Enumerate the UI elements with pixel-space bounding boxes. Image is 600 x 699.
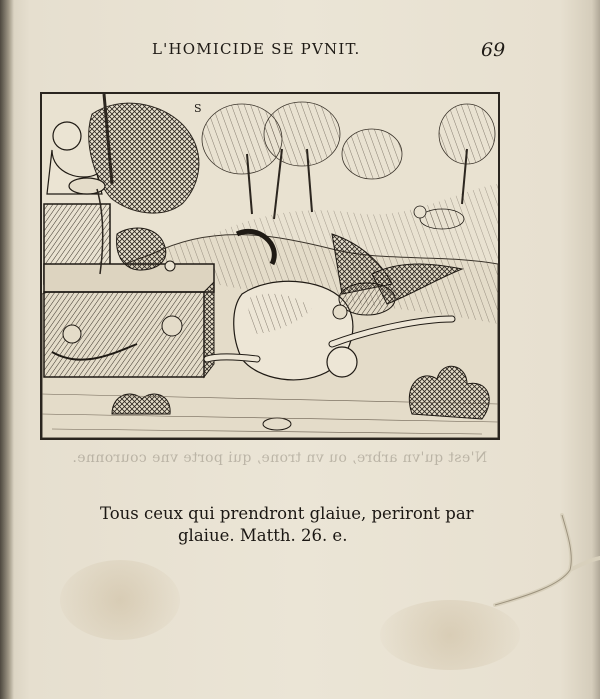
- cherub-statue: [53, 122, 81, 150]
- foxing-stain: [60, 560, 180, 640]
- engraving-drawing: [42, 94, 498, 438]
- page-gutter-edge: [0, 0, 14, 699]
- motto-line-2: glaiue. Matth. 26. e.: [178, 526, 348, 545]
- motto-line-1: Tous ceux qui prendront glaiue, periront par: [100, 504, 474, 523]
- page-number: 69: [481, 39, 506, 61]
- running-head-text: L'HOMICIDE SE PVNIT.: [152, 40, 361, 58]
- plate-letter: S: [194, 102, 202, 115]
- engraving-illustration: [40, 92, 500, 440]
- show-through-text: N'est qu'vn arbre, ou vn trone, qui porte vne couronne.: [72, 450, 488, 466]
- binding-string: [490, 510, 600, 620]
- emblem-motto: [100, 503, 480, 547]
- running-head: [152, 40, 360, 58]
- lion-mask-ornament: [63, 325, 81, 343]
